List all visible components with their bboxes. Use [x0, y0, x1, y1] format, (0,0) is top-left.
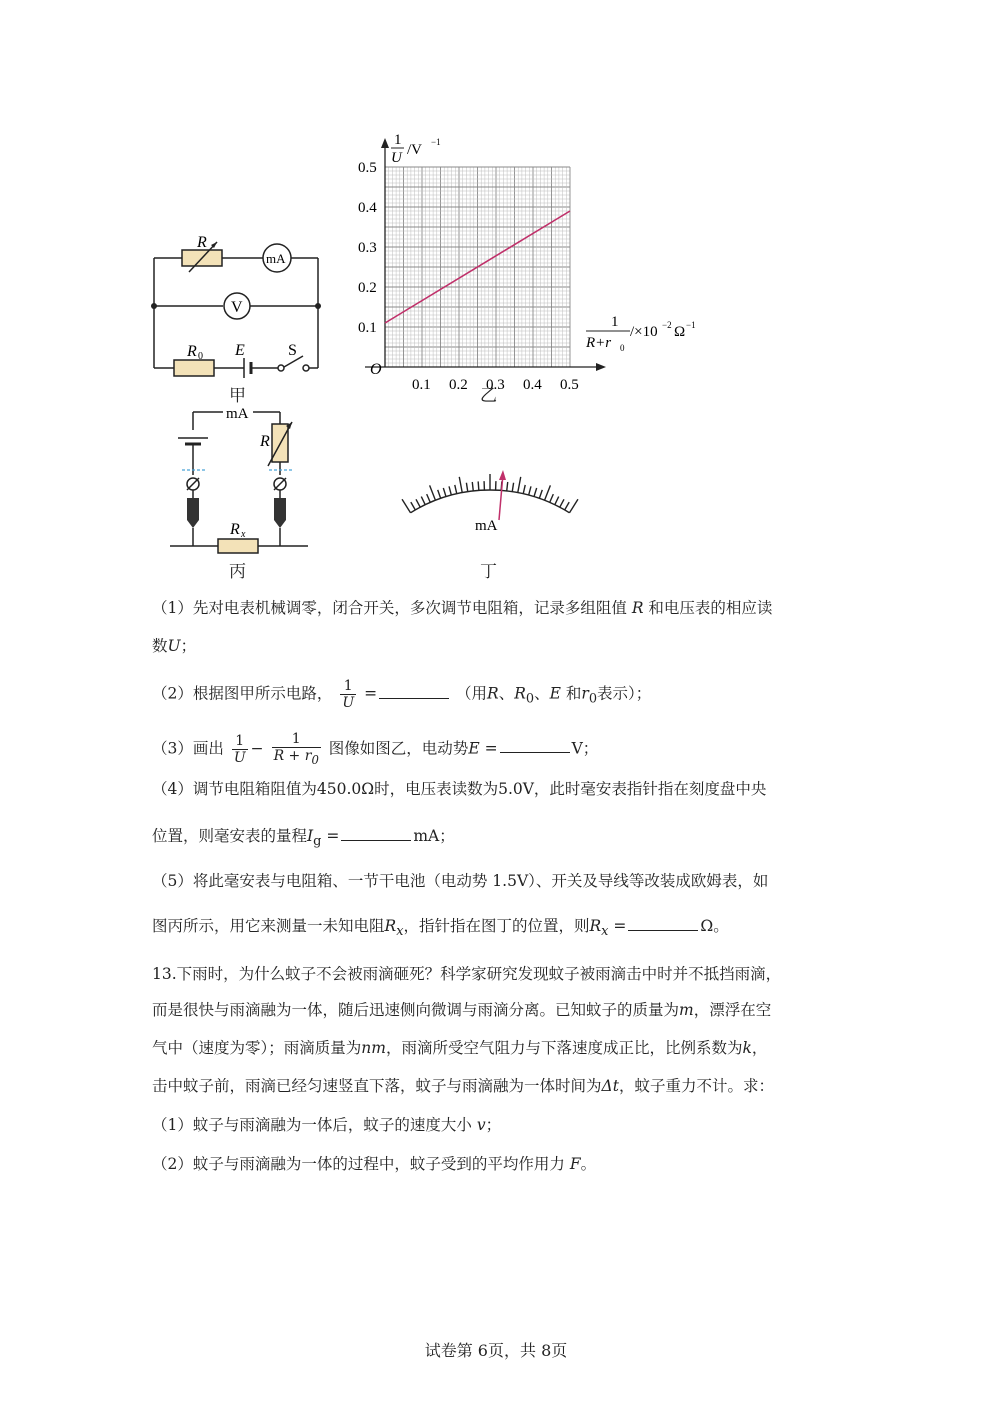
dial-tick [455, 485, 457, 494]
label-R: R [260, 433, 270, 450]
dial-tick [560, 499, 564, 507]
circuit-diagram-bing [168, 400, 318, 558]
y-unit-sup: −1 [431, 137, 441, 147]
label-Rx: R [230, 521, 240, 538]
x-label-den: R+r [586, 335, 612, 351]
caption-bing: 丙 [229, 562, 246, 582]
answer-blank-q2[interactable] [379, 684, 449, 699]
x-tick-label: 0.4 [523, 377, 542, 393]
q2-line: （2）根据图甲所示电路， $\frac{1}{U}$ = （用R、$R_0$、E 和$r_0$表示）； [152, 678, 652, 711]
caption-yi: 乙 [480, 386, 497, 406]
q5-line1: （5）将此毫安表与电阻箱、一节干电池（电动势 1.5V）、开关及导线等改装成欧姆表，如 [152, 872, 769, 890]
x-tick-label: 0.2 [449, 377, 468, 393]
y-tick-label: 0.4 [358, 200, 377, 216]
dial-tick [416, 499, 420, 507]
q13-sub2: （2）蚊子与雨滴融为一体的过程中，蚊子受到的平均作用力 F。 [152, 1155, 597, 1173]
dial-tick [565, 502, 569, 510]
q1-line1: （1）先对电表机械调零，闭合开关，多次调节电阻箱，记录多组阻值 R 和电压表的相应读 [152, 599, 773, 617]
dial-tick [449, 486, 451, 495]
y-unit: /V [407, 142, 422, 158]
dial-tick [512, 483, 513, 492]
dial-tick [534, 488, 537, 497]
dial-tick [427, 494, 431, 502]
dial-tick [402, 499, 410, 513]
x-label-num: 1 [611, 314, 619, 330]
caption-ding: 丁 [480, 562, 497, 582]
dial-tick [443, 488, 446, 497]
y-label-num: 1 [394, 132, 402, 148]
dial-tick [411, 502, 415, 510]
page-footer: 试卷第 6页，共 8页 [424, 1341, 568, 1360]
label-mA: mA [266, 251, 286, 266]
y-tick-label: 0.1 [358, 320, 377, 336]
label-R: R [197, 234, 207, 251]
label-V: V [231, 299, 243, 316]
dial-tick [507, 482, 508, 491]
dial-tick [518, 477, 521, 493]
y-tick-label: 0.2 [358, 280, 377, 296]
q13-sub1: （1）蚊子与雨滴融为一体后，蚊子的速度大小 v； [152, 1116, 502, 1134]
label-S: S [288, 342, 297, 359]
dial-tick [421, 497, 425, 505]
dial-tick [466, 483, 467, 492]
x-tick-label: 0.1 [412, 377, 431, 393]
dial-ticks [402, 474, 578, 513]
dial-tick [550, 494, 554, 502]
y-tick-label: 0.3 [358, 240, 377, 256]
chart-yi [340, 128, 710, 408]
dial-tick [569, 499, 577, 513]
dial-tick [459, 477, 462, 493]
dial-tick [478, 481, 479, 490]
dial-tick [529, 486, 531, 495]
caption-jia: 甲 [229, 386, 246, 406]
origin-label: O [370, 361, 382, 378]
dial-tick [555, 497, 559, 505]
label-Rx-sub: x [241, 529, 246, 540]
label-mA: mA [226, 406, 249, 422]
q13-line2: 而是很快与雨滴融为一体，随后迅速侧向微调与雨滴分离。已知蚊子的质量为m，漂浮在空 [152, 1001, 772, 1019]
q4-line1: （4）调节电阻箱阻值为450.0Ω时，电压表读数为5.0V，此时毫安表指针指在刻度盘中央 [152, 780, 767, 798]
q13-line4: 击中蚊子前，雨滴已经匀速竖直下落，蚊子与雨滴融为一体时间为Δt，蚊子重力不计。求： [152, 1077, 774, 1095]
label-R0: R [187, 343, 197, 360]
meter-dial-ding [395, 440, 585, 540]
pointer [499, 474, 503, 520]
answer-blank-q4[interactable] [341, 826, 411, 841]
label-R0-sub: 0 [198, 351, 203, 362]
q13-line1: 13.下雨时，为什么蚊子不会被雨滴砸死？科学家研究发现蚊子被雨滴击中时并不抵挡雨滴， [152, 965, 782, 983]
answer-blank-q5[interactable] [628, 916, 698, 931]
x-unit-tail: Ω [674, 324, 686, 340]
dial-tick [472, 482, 473, 491]
q1-line2: 数U； [152, 637, 197, 655]
y-tick-label: 0.5 [358, 160, 377, 176]
x-tick-label: 0.3 [486, 377, 505, 393]
x-unit: /×10 [630, 324, 658, 340]
q3-line: （3）画出 $\frac{1}{U}$ − $\frac{1}{R + r_0}$ 图像如图乙，电动势E = V； [152, 731, 599, 767]
dial-label-mA: mA [475, 518, 498, 534]
x-label-den-sub: 0 [620, 343, 625, 353]
x-unit-tail-sup: −1 [686, 320, 696, 330]
dial-tick [545, 485, 551, 500]
q13-line3: 气中（速度为零）；雨滴质量为nm，雨滴所受空气阻力与下落速度成正比，比例系数为k， [152, 1039, 768, 1057]
q5-line2: 图丙所示，用它来测量一未知电阻$R_x$，指针指在图丁的位置，则$R_x = \Omega$。 [152, 917, 729, 940]
y-label-den: U [391, 150, 402, 166]
x-unit-sup: −2 [662, 320, 672, 330]
dial-tick [523, 485, 525, 494]
q4-line2: 位置，则毫安表的量程$I_g$ = mA； [152, 827, 455, 850]
answer-blank-q3[interactable] [500, 738, 570, 753]
label-E: E [235, 342, 245, 359]
dial-tick [438, 490, 441, 498]
circuit-diagram-jia [145, 228, 335, 388]
dial-tick [430, 485, 436, 500]
y-tick-labels [358, 160, 377, 336]
dial-arc [411, 490, 570, 513]
x-tick-label: 0.5 [560, 377, 579, 393]
dial-tick [539, 490, 542, 498]
